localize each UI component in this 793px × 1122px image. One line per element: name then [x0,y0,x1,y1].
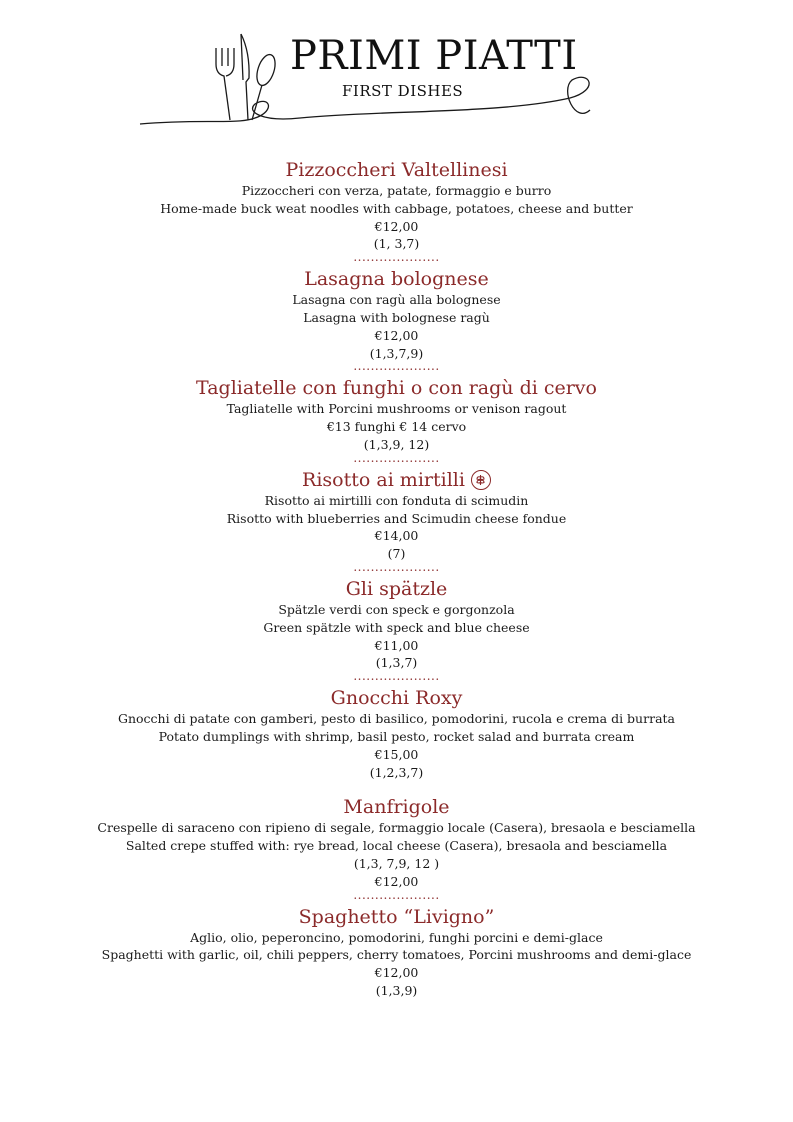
dish-item [0,686,793,781]
dish-price: €12,00 [374,965,419,981]
dish-allergens: (1,3, 7,9, 12 ) [353,855,440,871]
dish-description-en: Spaghetti with garlic, oil, chili peppers, cherry tomatoes, Porcini mushrooms and demi-glace [101,947,692,963]
dotted-separator: .................... [353,669,440,684]
dish-price: €12,00 [374,873,419,889]
dish-description-en: Green spätzle with speck and blue cheese [263,619,530,635]
dish-item [0,905,793,1000]
dish-name: Spaghetto “Livigno” [298,905,495,928]
dish-name-row [302,468,491,492]
dish-allergens: (1,2,3,7) [369,764,424,780]
dish-price: €14,00 [374,528,419,544]
dish-list [0,158,793,1000]
vegetarian-leaf-icon [471,470,491,490]
spacer [0,781,793,795]
dotted-separator: .................... [353,559,440,574]
menu-header [0,0,793,140]
dish-allergens: (1,3,9, 12) [363,436,430,452]
dish-description-it: Aglio, olio, peperoncino, pomodorini, funghi porcini e demi-glace [190,929,603,945]
dish-item [0,795,793,890]
dotted-separator: .................... [353,887,440,902]
dish-name: Manfrigole [343,796,450,819]
dish-price: €11,00 [374,637,419,653]
dotted-separator: .................... [353,359,440,374]
dish-name: Pizzoccheri Valtellinesi [285,159,508,181]
dish-allergens: (7) [387,546,406,562]
dish-allergens: (1,3,7) [375,655,418,671]
dish-item [0,577,793,672]
dish-description-it: Pizzoccheri con verza, patate, formaggio e burro [241,183,552,198]
dish-description-it: Risotto ai mirtilli con fonduta di scimudin [264,492,529,508]
dish-description-en: Risotto with blueberries and Scimudin cheese fondue [226,510,567,526]
dish-description-it: Spätzle verdi con speck e gorgonzola [278,601,515,617]
dish-item [0,267,793,362]
dish-allergens: (1, 3,7) [373,236,420,252]
dish-name: Tagliatelle con funghi o con ragù di cervo [196,377,597,400]
dish-description-it: Crespelle di saraceno con ripieno di segale, formaggio locale (Casera), bresaola e besciamella [97,820,696,836]
dish-name: Risotto ai mirtilli [302,468,465,491]
dish-description-en: Home-made buck weat noodles with cabbage, potatoes, cheese and butter [160,200,633,216]
dish-description-en: Potato dumplings with shrimp, basil pesto, rocket salad and burrata cream [158,728,635,744]
dish-allergens: (1,3,9) [375,982,418,998]
dish-description-en: Lasagna with bolognese ragù [303,309,490,325]
page-title: PRIMI PIATTI [290,33,578,79]
dish-item [0,468,793,563]
dotted-separator: .................... [353,250,440,265]
dish-name: Lasagna bolognese [304,268,489,291]
dish-price: €13 funghi € 14 cervo [326,419,467,435]
dish-name: Gli spätzle [345,577,448,600]
dish-price: €15,00 [374,746,419,762]
dish-name: Gnocchi Roxy [330,687,463,710]
dish-description-en: Salted crepe stuffed with: rye bread, local cheese (Casera), bresaola and besciamella [125,838,668,854]
dotted-separator: .................... [353,450,440,465]
dish-allergens: (1,3,7,9) [369,345,424,361]
dish-price: €12,00 [374,327,419,343]
dish-item [0,376,793,453]
dish-item [0,158,793,253]
dish-description-it: Gnocchi di patate con gamberi, pesto di basilico, pomodorini, rucola e crema di burrata [117,711,675,727]
dish-price: €12,00 [374,218,419,234]
dish-description-it: Lasagna con ragù alla bolognese [292,292,501,308]
page-subtitle: FIRST DISHES [342,82,464,100]
dish-description-en: Tagliatelle with Porcini mushrooms or venison ragout [226,401,567,417]
